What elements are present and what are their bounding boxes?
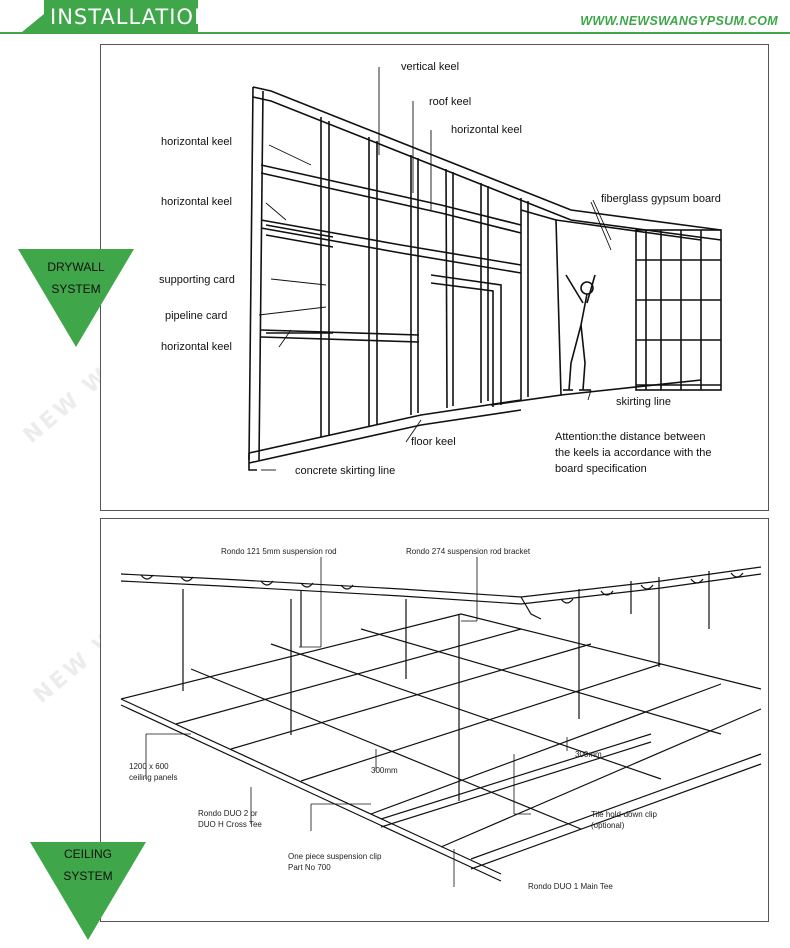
- label-skirting-line: skirting line: [616, 396, 672, 408]
- drywall-system-label: DRYWALL SYSTEM: [47, 260, 105, 296]
- note-line-3: board specification: [555, 463, 647, 475]
- label-roof-keel: roof keel: [429, 96, 472, 108]
- label-fiberglass-gypsum-board: fiberglass gypsum board: [601, 193, 721, 205]
- label-tile-clip-line2: (optional): [591, 821, 625, 830]
- label-suspension-rod: Rondo 121 5mm suspension rod: [221, 547, 337, 556]
- label-suspension-clip-line1: One piece suspension clip: [288, 852, 382, 861]
- label-panels-line1: 1200 x 600: [129, 762, 169, 771]
- label-vertical-keel: vertical keel: [401, 61, 460, 73]
- header-notch: [22, 14, 44, 32]
- label-cross-tee-line1: Rondo DUO 2 or: [198, 809, 258, 818]
- drywall-leaders: [259, 67, 611, 470]
- ceiling-leaders: [146, 557, 567, 887]
- header-divider: [0, 32, 790, 34]
- label-horizontal-keel-3: horizontal keel: [161, 341, 232, 353]
- label-main-tee: Rondo DUO 1 Main Tee: [528, 882, 613, 891]
- label-panels-line2: ceiling panels: [129, 773, 178, 782]
- label-suspension-clip-line2: Part No 700: [288, 863, 331, 872]
- label-supporting-card: supporting card: [159, 274, 235, 286]
- drywall-diagram-panel: [100, 44, 769, 511]
- ceiling-diagram-panel: [100, 518, 769, 922]
- label-pipeline-card: pipeline card: [165, 310, 228, 322]
- ceiling-structure: [121, 567, 761, 881]
- note-line-1: Attention:the distance between: [555, 431, 706, 443]
- drywall-diagram: [101, 45, 768, 510]
- label-horizontal-keel-1: horizontal keel: [161, 136, 232, 148]
- page-title: INSTALLATION: [44, 0, 198, 32]
- label-concrete-skirting-line: concrete skirting line: [295, 465, 396, 477]
- label-cross-tee-line2: DUO H Cross Tee: [198, 820, 262, 829]
- label-rod-bracket: Rondo 274 suspension rod bracket: [406, 547, 531, 556]
- drywall-frame: [249, 87, 721, 470]
- ceiling-diagram: [101, 519, 768, 921]
- label-dimension-right: 300mm: [575, 750, 602, 759]
- watermark: NEW: [18, 386, 87, 449]
- label-horizontal-keel-top: horizontal keel: [451, 124, 522, 136]
- note-line-2: the keels ia accordance with the: [555, 447, 712, 459]
- watermark: NEW: [28, 646, 97, 709]
- ceiling-system-label: CEILING SYSTEM: [63, 847, 113, 883]
- label-tile-clip-line1: Tile hold-down clip: [591, 810, 657, 819]
- label-dimension-left: 300mm: [371, 766, 398, 775]
- label-floor-keel: floor keel: [411, 436, 456, 448]
- website-link[interactable]: WWW.NEWSWANGYPSUM.COM: [580, 14, 778, 28]
- label-horizontal-keel-2: horizontal keel: [161, 196, 232, 208]
